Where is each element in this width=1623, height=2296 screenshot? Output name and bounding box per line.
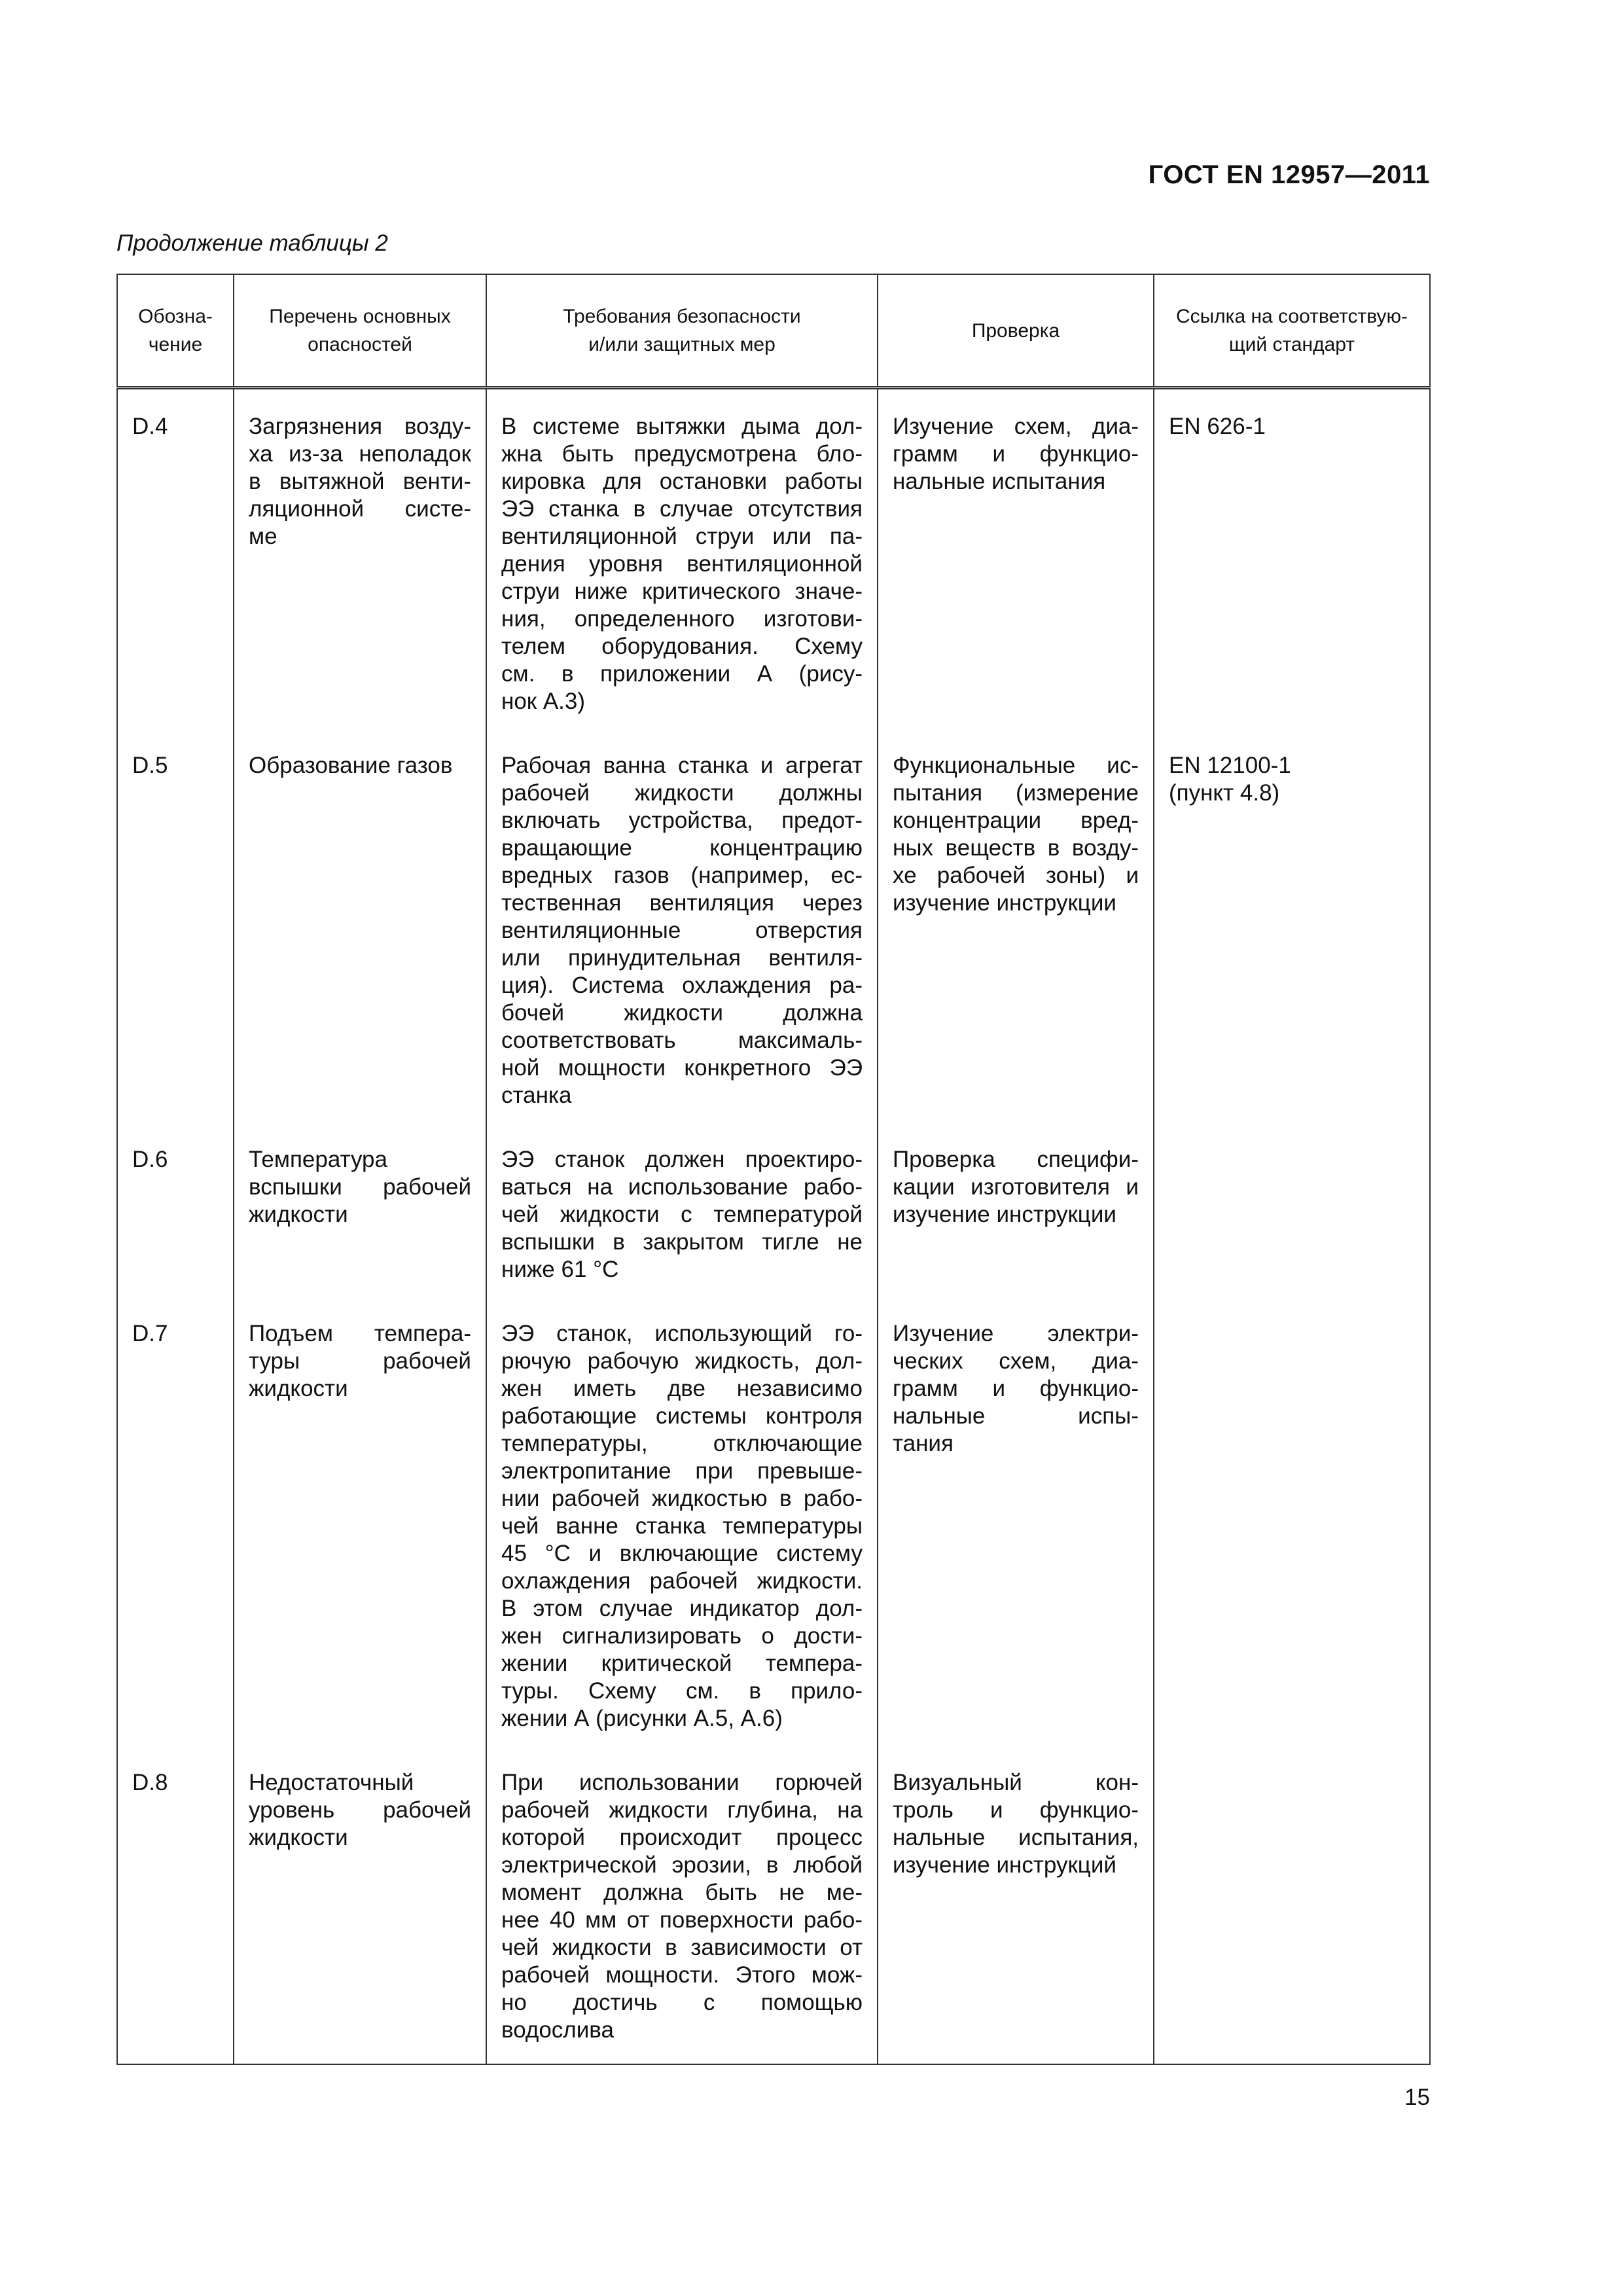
cell-requirement: В системе вытяжки дыма дол- жна быть предусмотрена бло- кировка для остановки работы ЭЭ станка в случае отсутствия вентиляционной струи или па- дения уровня вентиляционной струи ниже критического значе- ния, определенного изготови- телем оборудования. Схему см. в приложении А (рису- нок А.3) [486,388,878,753]
hazards-table [116,274,1431,2065]
header-requirements: Требования безопасности и/или защитных мер [486,274,878,388]
header-hazards: Перечень основных опасностей [234,274,486,388]
cell-requirement: При использовании горючей рабочей жидкости глубина, на которой происходит процесс электрической эрозии, в любой момент должна быть не ме- нее 40 мм от поверхности рабо- чей жидкости в зависимости от рабочей мощности. Этого мож- но достичь с помощью водослива [486,1769,878,2064]
cell-verification: Изучение электри- ческих схем, диа- грамм и функцио- нальные испы- тания [878,1320,1154,1769]
cell-reference: EN 12100-1 (пункт 4.8) [1154,752,1430,1146]
cell-hazard: Подъем темпера- туры рабочей жидкости [234,1320,486,1769]
cell-code: D.5 [117,752,234,1146]
cell-requirement: ЭЭ станок, использующий го- рючую рабочую жидкость, дол- жен иметь две независимо работающие системы контроля температуры, отключающие электропитание при превыше- нии рабочей жидкостью в рабо- чей ванне станка температуры 45 °С и включающие систему охлаждения рабочей жидкости. В этом случае индикатор дол- жен сигнализировать о дости- жении критической темпера- туры. Схему см. в прило- жении А (рисунки А.5, А.6) [486,1320,878,1769]
cell-verification: Функциональные ис- пытания (измерение концентрации вред- ных веществ в возду- хе рабочей зоны) и изучение инструкции [878,752,1154,1146]
table-row [117,1769,1430,2064]
cell-code: D.7 [117,1320,234,1769]
table-caption: Продолжение таблицы 2 [116,230,388,256]
cell-requirement: Рабочая ванна станка и агрегат рабочей жидкости должны включать устройства, предот- вращающие концентрацию вредных газов (например, ес- тественная вентиляция через вентиляционные отверстия или принудительная вентиля- ция). Система охлаждения ра- бочей жидкости должна соответствовать максималь- ной мощности конкретного ЭЭ станка [486,752,878,1146]
cell-verification: Проверка специфи- кации изготовителя и изучение инструкции [878,1146,1154,1320]
cell-hazard: Загрязнения возду- ха из-за неполадок в вытяжной венти- ляционной систе- ме [234,388,486,753]
cell-reference: EN 626-1 [1154,388,1430,753]
cell-hazard: Образование газов [234,752,486,1146]
header-reference: Ссылка на соответствую- щий стандарт [1154,274,1430,388]
table-header [117,274,1430,388]
header-designation: Обозна- чение [117,274,234,388]
table-row [117,388,1430,753]
cell-reference [1154,1320,1430,1769]
cell-hazard: Недостаточный уровень рабочей жидкости [234,1769,486,2064]
cell-verification: Визуальный кон- троль и функцио- нальные испытания, изучение инструкций [878,1769,1154,2064]
table-row [117,752,1430,1146]
cell-code: D.6 [117,1146,234,1320]
cell-reference [1154,1146,1430,1320]
header-verification: Проверка [878,274,1154,388]
cell-requirement: ЭЭ станок должен проектиро- ваться на использование рабо- чей жидкости с температурой вспышки в закрытом тигле не ниже 61 °С [486,1146,878,1320]
cell-reference [1154,1769,1430,2064]
header-row [117,274,1430,388]
page-number: 15 [1404,2085,1430,2110]
cell-code: D.8 [117,1769,234,2064]
table-body [117,388,1430,2065]
cell-code: D.4 [117,388,234,753]
cell-verification: Изучение схем, диа- грамм и функцио- нальные испытания [878,388,1154,753]
cell-hazard: Температура вспышки рабочей жидкости [234,1146,486,1320]
table-row [117,1320,1430,1769]
table-row [117,1146,1430,1320]
document-code: ГОСТ EN 12957—2011 [1148,160,1430,189]
